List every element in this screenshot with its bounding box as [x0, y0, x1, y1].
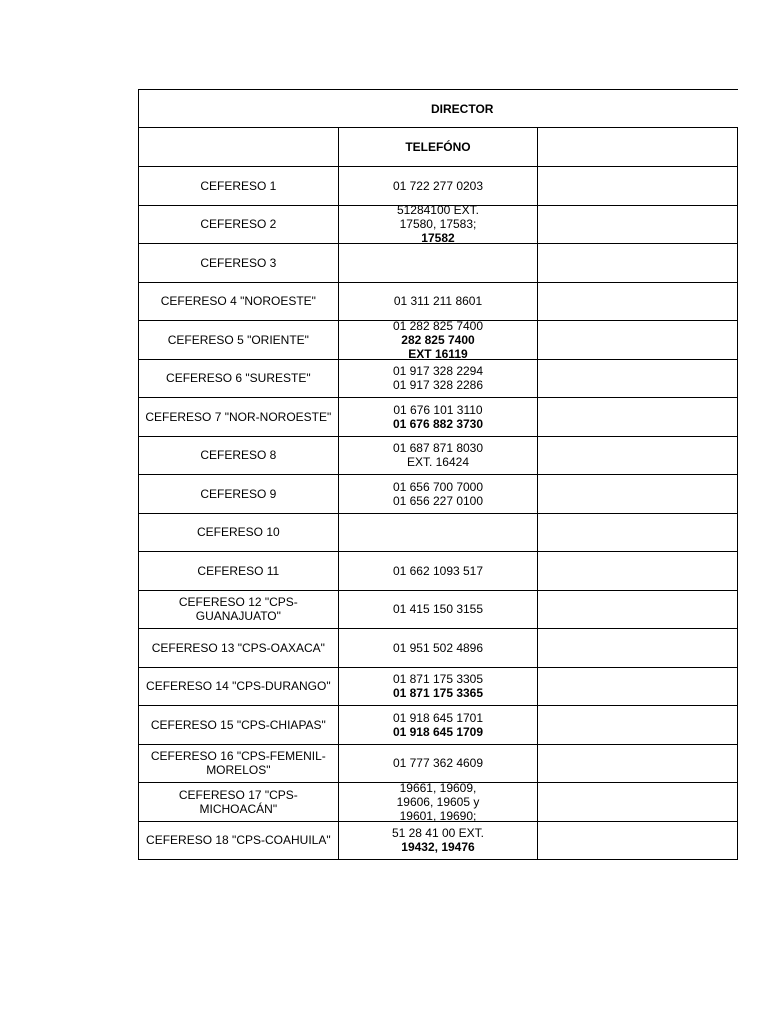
phone-cell — [338, 821, 538, 860]
phone-line: 19432, 19476 — [401, 840, 475, 855]
table-row — [139, 282, 738, 321]
facility-name-cell: CEFERESO 8 — [139, 436, 339, 475]
table-row — [139, 513, 738, 552]
clipped-column-cell — [538, 167, 738, 206]
phone-line: 01 676 101 3110 — [393, 402, 483, 417]
facility-name-cell: CEFERESO 15 "CPS-CHIAPAS" — [139, 706, 339, 745]
facility-name-cell: CEFERESO 10 — [139, 513, 339, 552]
phone-line: 282 825 7400 — [401, 332, 475, 347]
directory-table — [138, 89, 738, 860]
table-row — [139, 321, 738, 360]
phone-cell — [338, 167, 538, 206]
table-row — [139, 667, 738, 706]
table-row — [139, 629, 738, 668]
table-row — [139, 359, 738, 398]
phone-line: 19661, 19609, — [399, 780, 477, 795]
phone-cell — [338, 398, 538, 437]
phone-cell — [338, 780, 538, 823]
phone-line: 19606, 19605 y — [396, 794, 480, 809]
phone-line: 51 28 41 00 EXT. — [391, 826, 485, 841]
clipped-column-cell — [538, 744, 738, 783]
phone-line: EXT 16119 — [408, 346, 468, 361]
table-row — [139, 436, 738, 475]
phone-lines — [341, 441, 536, 469]
facility-name-cell: CEFERESO 7 "NOR-NOROESTE" — [139, 398, 339, 437]
phone-line: 51284100 EXT. — [396, 203, 480, 218]
phone-line: 01 951 502 4896 — [392, 640, 484, 655]
phone-lines — [341, 711, 536, 739]
clipped-column-cell — [538, 821, 738, 860]
phone-cell — [338, 318, 538, 361]
table-row — [139, 744, 738, 783]
phone-line: 01 687 871 8030 — [392, 441, 484, 456]
phone-lines — [341, 364, 536, 392]
phone-lines — [341, 756, 536, 770]
phone-line: 17582 — [421, 231, 455, 246]
clipped-column-cell — [538, 398, 738, 437]
facility-name-cell: CEFERESO 11 — [139, 552, 339, 591]
clipped-column-cell — [538, 244, 738, 283]
phone-cell — [338, 744, 538, 783]
facility-name-cell: CEFERESO 2 — [139, 205, 339, 244]
phone-lines — [341, 403, 536, 431]
clipped-column-cell — [538, 436, 738, 475]
clipped-column-cell — [538, 282, 738, 321]
title-row — [139, 90, 738, 128]
facility-name-cell: CEFERESO 5 "ORIENTE" — [139, 321, 339, 360]
phone-cell — [338, 590, 538, 629]
phone-line: 01 917 328 2286 — [392, 378, 484, 393]
phone-line: 17580, 17583; — [399, 217, 477, 232]
phone-cell — [338, 475, 538, 514]
header-row — [139, 128, 738, 167]
phone-lines — [341, 641, 536, 655]
phone-line: 01 415 150 3155 — [392, 602, 484, 617]
clipped-column-cell — [538, 205, 738, 244]
facility-name-cell: CEFERESO 3 — [139, 244, 339, 283]
clipped-column-cell — [538, 629, 738, 668]
phone-cell — [338, 282, 538, 321]
phone-line: 01 656 700 7000 — [392, 479, 484, 494]
phone-line: 01 662 1093 517 — [392, 563, 484, 578]
clipped-column-cell — [538, 321, 738, 360]
document-title: DIRECTOR — [139, 90, 738, 128]
phone-line: 01 311 211 8601 — [393, 294, 483, 309]
facility-name-cell: CEFERESO 1 — [139, 167, 339, 206]
phone-line: 19601, 19690; — [399, 808, 477, 823]
table-row — [139, 821, 738, 860]
phone-lines — [341, 203, 536, 246]
table-row — [139, 167, 738, 206]
facility-name-cell: CEFERESO 17 "CPS-MICHOACÁN" — [139, 783, 339, 822]
facility-name-cell: CEFERESO 16 "CPS-FEMENIL-MORELOS" — [139, 744, 339, 783]
phone-cell — [338, 667, 538, 706]
phone-line: 01 917 328 2294 — [392, 364, 484, 379]
phone-line: 01 918 645 1701 — [392, 710, 484, 725]
phone-lines — [341, 480, 536, 508]
clipped-column-cell — [538, 513, 738, 552]
clipped-column-cell — [538, 475, 738, 514]
table-row — [139, 552, 738, 591]
phone-line: 01 918 645 1709 — [392, 724, 484, 739]
phone-lines — [341, 826, 536, 854]
phone-cell — [338, 706, 538, 745]
phone-cell — [338, 513, 538, 552]
facility-name-cell: CEFERESO 6 "SURESTE" — [139, 359, 339, 398]
phone-cell — [338, 436, 538, 475]
phone-line: 01 656 227 0100 — [392, 493, 484, 508]
clipped-column-cell — [538, 359, 738, 398]
facility-name-cell: CEFERESO 12 "CPS-GUANAJUATO" — [139, 590, 339, 629]
phone-cell — [338, 359, 538, 398]
facility-name-cell: CEFERESO 14 "CPS-DURANGO" — [139, 667, 339, 706]
phone-lines — [341, 602, 536, 616]
phone-lines — [341, 318, 536, 361]
phone-cell — [338, 552, 538, 591]
phone-line: 01 722 277 0203 — [392, 178, 484, 193]
facility-name-cell: CEFERESO 4 "NOROESTE" — [139, 282, 339, 321]
phone-line: 01 871 175 3305 — [392, 672, 484, 687]
phone-line: 01 871 175 3365 — [392, 686, 484, 701]
phone-lines — [341, 672, 536, 700]
clipped-column-cell — [538, 783, 738, 822]
facility-name-cell: CEFERESO 13 "CPS-OAXACA" — [139, 629, 339, 668]
directory-sheet — [138, 89, 494, 865]
phone-line: 01 676 882 3730 — [392, 416, 484, 431]
phone-cell — [338, 244, 538, 283]
phone-line: 01 282 825 7400 — [392, 318, 484, 333]
header-rest-cell — [538, 128, 738, 167]
table-row — [139, 706, 738, 745]
header-name-cell — [139, 128, 339, 167]
clipped-column-cell — [538, 706, 738, 745]
phone-line: EXT. 16424 — [406, 455, 469, 470]
header-phone-cell: TELEFÓNO — [338, 128, 538, 167]
phone-cell — [338, 205, 538, 244]
facility-name-cell: CEFERESO 18 "CPS-COAHUILA" — [139, 821, 339, 860]
table-row — [139, 475, 738, 514]
table-row — [139, 398, 738, 437]
table-row — [139, 205, 738, 244]
phone-cell — [338, 629, 538, 668]
phone-line: 01 777 362 4609 — [392, 756, 484, 771]
table-row — [139, 783, 738, 822]
clipped-column-cell — [538, 590, 738, 629]
clipped-column-cell — [538, 667, 738, 706]
table-row — [139, 244, 738, 283]
table-row — [139, 590, 738, 629]
clipped-column-cell — [538, 552, 738, 591]
phone-lines — [341, 564, 536, 578]
phone-lines — [341, 294, 536, 308]
phone-lines — [341, 179, 536, 193]
facility-name-cell: CEFERESO 9 — [139, 475, 339, 514]
phone-lines — [341, 780, 536, 823]
